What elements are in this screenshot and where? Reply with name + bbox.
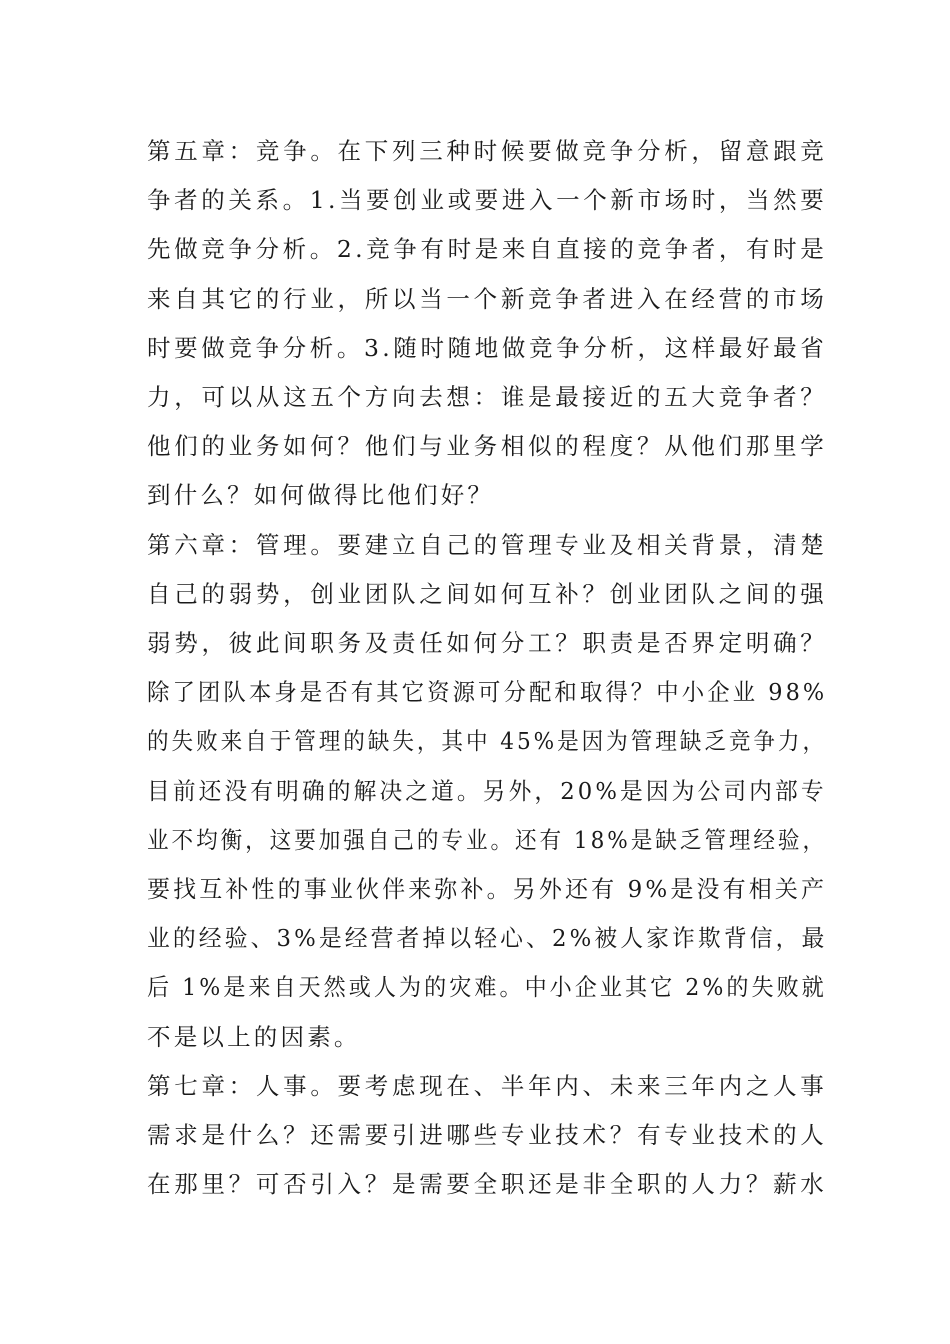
text-line: 不是以上的因素。 <box>147 1022 361 1051</box>
paragraph-chapter-7 <box>147 1062 827 1210</box>
text-line: 先做竞争分析。2.竞争有时是来自直接的竞争者，有时是 <box>147 235 827 264</box>
text-line: 业不均衡，这要加强自己的专业。还有 18%是缺乏管理经验， <box>147 825 828 854</box>
text-line: 在那里？可否引入？是需要全职还是非全职的人力？薪水 <box>147 1170 827 1199</box>
text-line: 他们的业务如何？他们与业务相似的程度？从他们那里学 <box>147 432 827 461</box>
text-line: 第五章：竞争。在下列三种时候要做竞争分析，留意跟竞 <box>147 137 827 165</box>
text-line: 第六章：管理。要建立自己的管理专业及相关背景，清楚 <box>147 530 827 559</box>
text-line: 弱势，彼此间职务及责任如何分工？职责是否界定明确？ <box>147 629 827 658</box>
paragraph-chapter-5 <box>147 127 827 521</box>
text-line: 争者的关系。1.当要创业或要进入一个新市场时，当然要 <box>147 186 827 215</box>
text-line: 第七章：人事。要考虑现在、半年内、未来三年内之人事 <box>147 1071 827 1100</box>
text-line: 时要做竞争分析。3.随时随地做竞争分析，这样最好最省 <box>147 333 827 362</box>
text-line: 到什么？如何做得比他们好？ <box>147 481 495 510</box>
text-line: 来自其它的行业，所以当一个新竞争者进入在经营的市场 <box>147 284 827 313</box>
text-line: 力，可以从这五个方向去想：谁是最接近的五大竞争者？ <box>147 383 827 412</box>
text-line: 业的经验、3%是经营者掉以轻心、2%被人家诈欺背信，最 <box>147 924 828 953</box>
text-line: 要找互补性的事业伙伴来弥补。另外还有 9%是没有相关产 <box>147 875 828 904</box>
text-line: 的失败来自于管理的缺失，其中 45%是因为管理缺乏竞争力， <box>147 727 828 756</box>
paragraph-chapter-6 <box>147 521 827 1062</box>
text-line: 除了团队本身是否有其它资源可分配和取得？中小企业 98% <box>147 678 828 707</box>
text-line: 目前还没有明确的解决之道。另外，20%是因为公司内部专 <box>147 776 827 805</box>
text-line: 需求是什么？还需要引进哪些专业技术？有专业技术的人 <box>147 1121 827 1150</box>
text-line: 后 1%是来自天然或人为的灾难。中小企业其它 2%的失败就 <box>147 973 827 1002</box>
text-line: 自己的弱势，创业团队之间如何互补？创业团队之间的强 <box>147 579 827 608</box>
document-body <box>147 127 827 1209</box>
